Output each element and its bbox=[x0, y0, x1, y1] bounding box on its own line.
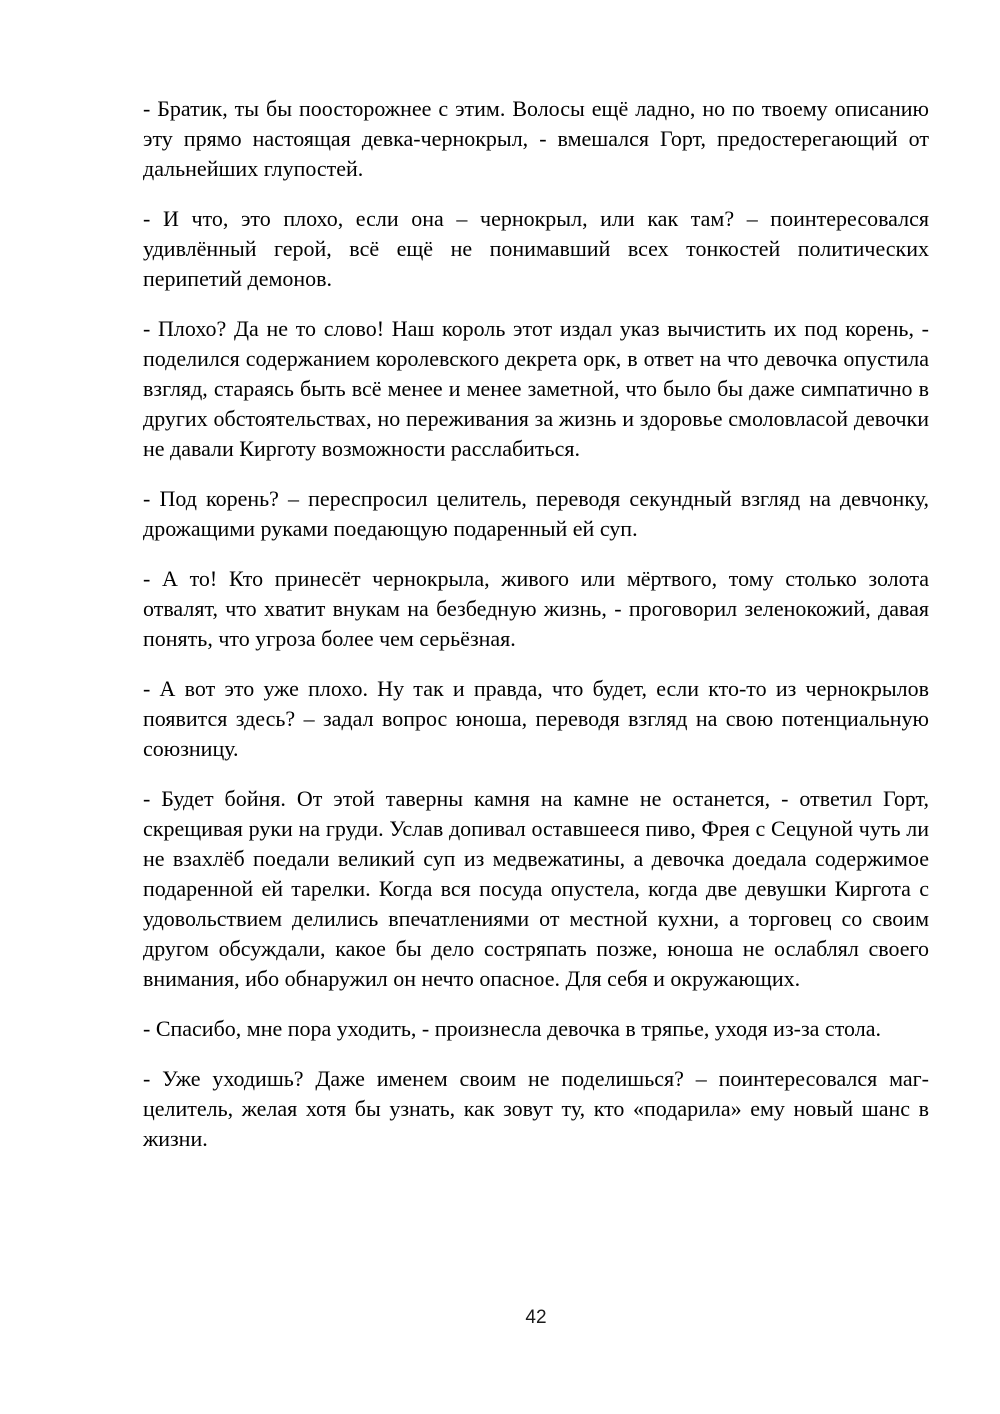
paragraph-6: - А вот это уже плохо. Ну так и правда, что будет, если кто-то из чернокрылов появится здесь? – задал вопрос юноша, переводя взгляд на свою потенциальную союзницу. bbox=[143, 676, 929, 761]
page-body bbox=[143, 94, 929, 1154]
paragraph-9: - Уже уходишь? Даже именем своим не поделишься? – поинтересовался маг-целитель, желая хотя бы узнать, как зовут ту, кто «подарила» ему новый шанс в жизни. bbox=[143, 1066, 929, 1151]
paragraph-1: - Братик, ты бы поосторожнее с этим. Волосы ещё ладно, но по твоему описанию эту прямо настоящая девка-чернокрыл, - вмешался Горт, предостерегающий от дальнейших глупостей. bbox=[143, 96, 929, 181]
paragraph-4: - Под корень? – переспросил целитель, переводя секундный взгляд на девчонку, дрожащими руками поедающую подаренный ей суп. bbox=[143, 486, 929, 541]
paragraph-5: - А то! Кто принесёт чернокрыла, живого или мёртвого, тому столько золота отвалят, что хватит внукам на безбедную жизнь, - проговорил зеленокожий, давая понять, что угроза более чем серьёзная. bbox=[143, 566, 929, 651]
paragraph-2: - И что, это плохо, если она – чернокрыл, или как там? – поинтересовался удивлённый герой, всё ещё не понимавший всех тонкостей политических перипетий демонов. bbox=[143, 206, 929, 291]
paragraph-8: - Спасибо, мне пора уходить, - произнесла девочка в тряпье, уходя из-за стола. bbox=[143, 1016, 881, 1041]
paragraph-7: - Будет бойня. От этой таверны камня на камне не останется, - ответил Горт, скрещивая руки на груди. Услав допивал оставшееся пиво, Фрея с Сецуной чуть ли не взахлёб поедали великий суп из медвежатины, а девочка доедала содержимое подаренной ей тарелки. Когда вся посуда опустела, когда две девушки Киргота с удовольствием делились впечатлениями от местной кухни, а торговец со своим другом обсуждали, какое бы дело состряпать позже, юноша не ослаблял своего внимания, ибо обнаружил он нечто опасное. Для себя и окружающих. bbox=[143, 786, 929, 991]
paragraph-3: - Плохо? Да не то слово! Наш король этот издал указ вычистить их под корень, - поделился содержанием королевского декрета орк, в ответ на что девочка опустила взгляд, стараясь быть всё менее и менее заметной, что было бы даже симпатично в других обстоятельствах, но переживания за жизнь и здоровье смоловласой девочки не давали Кирготу возможности расслабиться. bbox=[143, 316, 929, 461]
page-number: 42 bbox=[525, 1307, 547, 1328]
